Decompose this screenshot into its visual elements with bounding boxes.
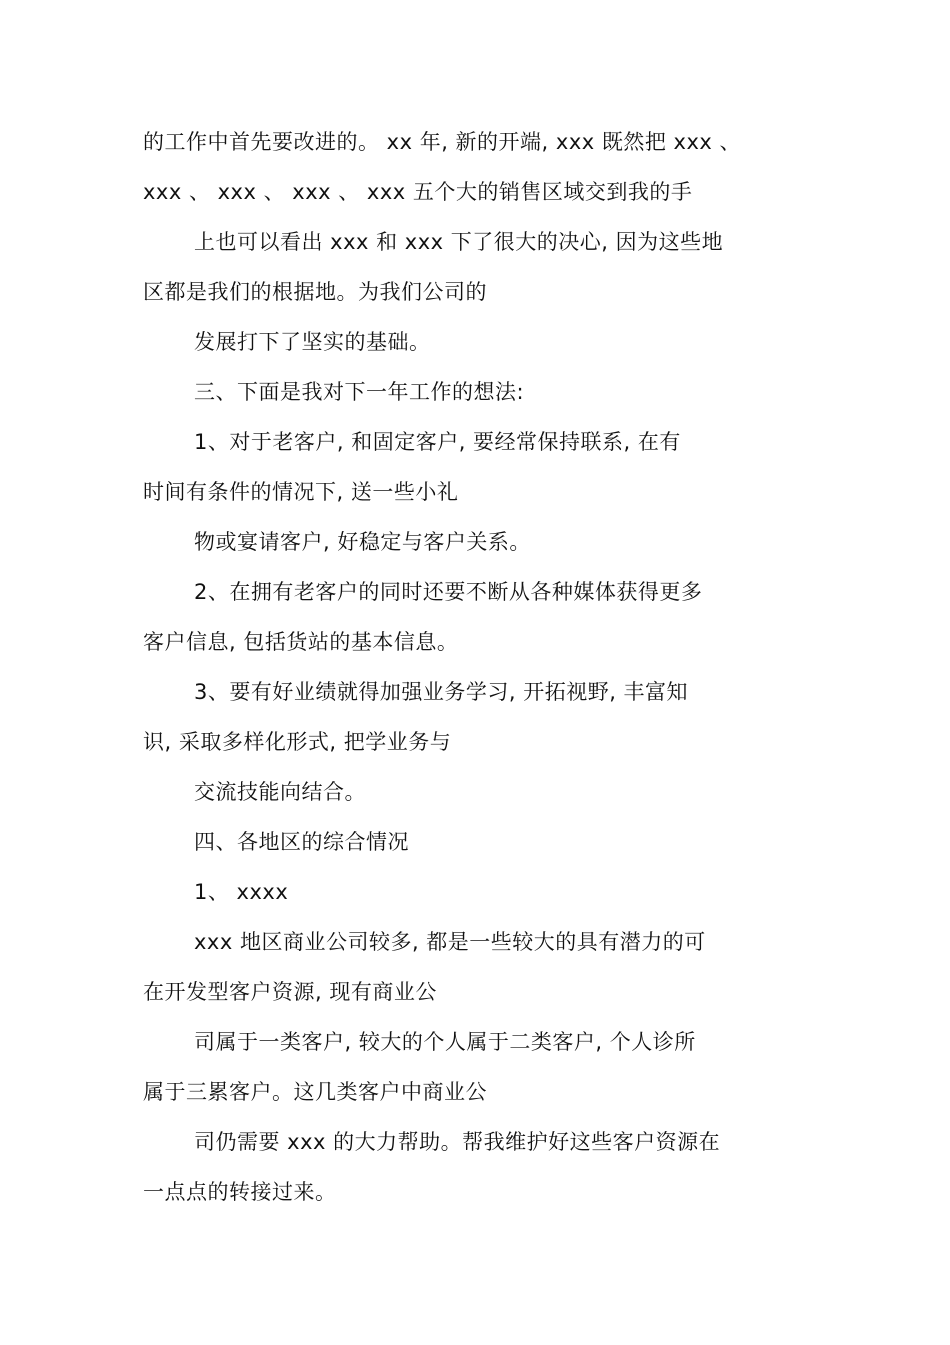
text-line-17: xxx 地区商业公司较多, 都是一些较大的具有潜力的可 <box>194 930 706 954</box>
text-line-9: 物或宴请客户, 好稳定与客户关系。 <box>194 530 531 554</box>
text-line-7: 1、对于老客户, 和固定客户, 要经常保持联系, 在有 <box>194 430 681 454</box>
text-line-14: 交流技能向结合。 <box>194 780 366 804</box>
text-line-8: 时间有条件的情况下, 送一些小礼 <box>143 480 459 504</box>
text-line-20: 属于三累客户。这几类客户中商业公 <box>143 1080 487 1104</box>
text-line-3: 上也可以看出 xxx 和 xxx 下了很大的决心, 因为这些地 <box>194 230 724 254</box>
text-line-22: 一点点的转接过来。 <box>143 1180 337 1204</box>
text-line-1: 的工作中首先要改进的。 xx 年, 新的开端, xxx 既然把 xxx 、 <box>143 130 741 154</box>
text-line-5: 发展打下了坚实的基础。 <box>194 330 431 354</box>
text-line-21: 司仍需要 xxx 的大力帮助。帮我维护好这些客户资源在 <box>194 1130 721 1154</box>
text-line-19: 司属于一类客户, 较大的个人属于二类客户, 个人诊所 <box>194 1030 696 1054</box>
text-line-2: xxx 、 xxx 、 xxx 、 xxx 五个大的销售区域交到我的手 <box>143 180 693 204</box>
section-heading-3: 三、下面是我对下一年工作的想法: <box>194 380 525 404</box>
text-line-10: 2、在拥有老客户的同时还要不断从各种媒体获得更多 <box>194 580 703 604</box>
text-line-18: 在开发型客户资源, 现有商业公 <box>143 980 437 1004</box>
text-line-11: 客户信息, 包括货站的基本信息。 <box>143 630 459 654</box>
text-line-4: 区都是我们的根据地。为我们公司的 <box>143 280 487 304</box>
text-line-12: 3、要有好业绩就得加强业务学习, 开拓视野, 丰富知 <box>194 680 689 704</box>
text-line-13: 识, 采取多样化形式, 把学业务与 <box>143 730 452 754</box>
text-line-16: 1、 xxxx <box>194 880 289 904</box>
section-heading-4: 四、各地区的综合情况 <box>194 830 409 854</box>
